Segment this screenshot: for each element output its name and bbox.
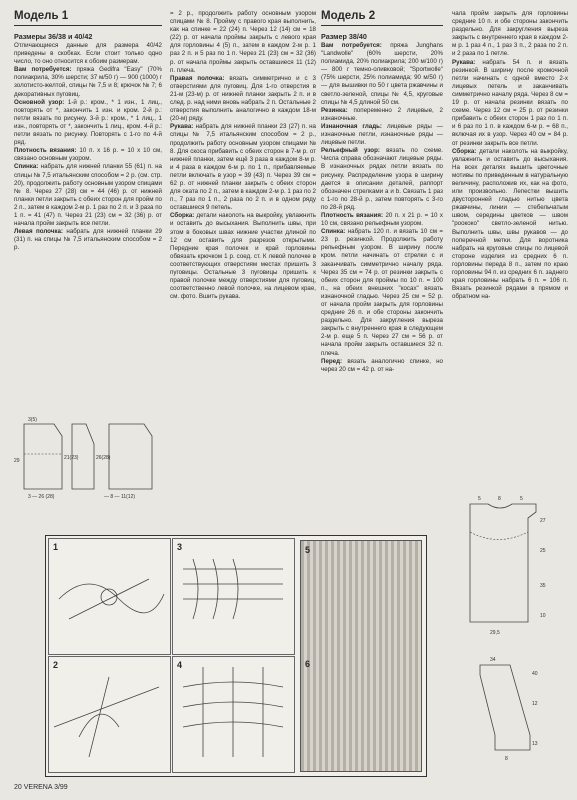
model1-back-label: Спинка: (14, 163, 39, 171)
model2-schema-a: 5 (478, 496, 481, 502)
model1-schema-side-left: 21(23) (64, 455, 79, 461)
step-3-number: 3 (177, 542, 183, 552)
knit-swatch-photos (300, 540, 422, 772)
model2-rib-text: попеременно 2 лицевые, 2 изнаночные. (321, 106, 443, 122)
model2-sizes: Размер 38/40 (321, 32, 367, 41)
model2-schema-d: 27 (540, 518, 546, 524)
step-2 (48, 656, 171, 773)
step-5-number: 5 (305, 545, 311, 555)
model2-schema-g: 10 (540, 613, 546, 619)
model1-schema-side-mid: 26(28) (96, 455, 111, 461)
model2-column (321, 10, 443, 374)
step-1 (48, 538, 171, 655)
model2-sleeve-b: 12 (532, 701, 538, 707)
model1-pattern-label: Основной узор: (14, 98, 65, 106)
model1-schema-width: 3 — 26 (28) (28, 494, 55, 500)
model2-sleeve-e: 8 (505, 756, 508, 762)
model2-front-label: Перед: (321, 357, 343, 365)
step-4 (172, 656, 295, 773)
step-6-number: 6 (305, 659, 311, 669)
model2-sleeve-schematic (470, 655, 565, 765)
col2-sleeve-label: Рукава: (170, 123, 194, 131)
col2-assembly-text: детали наколоть на выкройку, увлажнить и оставить до высыхания. Выполнить швы, при этом в боковых швах нижние участки длиной по 12 см оставить для разрезов открытыми. Передние края полочек и край горловины обвязать крючком 1 р. соед. ст. К левой полочке в соответствующих отверстиям местах пришить 3 пуговицы. Остальные 3 пуговицы пришить к правой полочке между отверстиями для пуговиц, соответственно левой полочке, на лицевом крае, см. фото. Вшить рукава. (170, 212, 316, 301)
col2-right-text: вязать симметрично и с 3 отверстиями для пуговиц. Для 1-го отверстия в 21-м (23-м) р. от нижней планки закрыть 2 п. и в след. р. над ними вновь набрать 2 п. Остальные 2 отверстия выполнить аналогично в каждом 18-м (20-м) ряду. (170, 74, 316, 123)
model2-schema-b: 8 (498, 496, 501, 502)
step-3 (172, 538, 295, 655)
model1-schema-top: 3(5) (28, 417, 37, 423)
model2-density-label: Плотность вязания: (321, 211, 384, 219)
model2-schema-e: 25 (540, 548, 546, 554)
model2-sleeve-a: 40 (532, 671, 538, 677)
step-4-number: 4 (177, 660, 183, 670)
model1-intro: Отличающиеся данные для размера 40/42 приведены в скобках. Если стоит только одно число, то оно относится к обоим размерам. (14, 42, 162, 66)
col4-sleeve-label: Рукава: (452, 58, 476, 66)
model1-materials-text: пряжа Gedifra "Easy" (70% полиакрила, 30% шерсти; 37 м/50 г) — 900 (1000) г золотисто-желтой, спицы № 7,5 и 8; крючок № 7; 6 декоративных пуговиц. (14, 66, 162, 98)
page-footer: 20 VERENA 3/99 (14, 784, 68, 791)
col2-text1: = 2 р., продолжить работу основным узором спицами № 8. Пройму с правого края выполнить, как на спинке = 22 (24) п. Через 12 (14) см = 18 (22) р. от начала проймы закрыть с левого края для горловины 4 (5) п., затем в каждом 2-м р. 1 раз 2 п. и 5 раз по 1 п. Через 21 (23) см = 32 (36) р. от начала проймы закрыть оставшиеся 11 (12) п. плеча. (170, 10, 316, 74)
model2-materials-text: пряжа Junghans "Landwolle" (60% шерсти, 20% полиамида, 20% полиакрила; 200 м/100 г) — 800 г темно-оливковой; "Sportwolle" (75% шерсти, 25% полиамида; 90 м/50 г) — для вышивки по 50 г цвета ржавчины и светло-зеленой, спицы № 4,5, круговые спицы № 4,5 длиной 50 см. (321, 42, 443, 106)
model2-front-text: вязать аналогично спинке, но через 20 см = 42 р. от на- (321, 357, 443, 373)
col4-text1: чала пройм закрыть для горловины средние 10 п. и обе стороны закончить раздельно. Для закругления выреза закрыть с внутреннего края в каждом 2-м р. 1 раз 4 п., 1 раз 3 п., 2 раза по 2 п. и 2 раза по 1 петле. (452, 10, 568, 58)
model1-left-label: Левая полочка: (14, 228, 63, 236)
model2-title: Модель 2 (321, 10, 443, 26)
model2-purl-label: Изнаночная гладь: (321, 122, 382, 130)
model1-pattern-text: 1-й р.: кром., * 1 изн., 1 лиц., повторять от *, закончить 1 изн. и кром. 2-й р.: петли вязать по рисунку. 3-й р.: кром., * 1 лиц., 1 изн., повторять от *, закончить 1 лиц., кром. 4-й р.: петли вязать по рисунку. Повторять с 1-го по 4-й ряд. (14, 98, 162, 147)
model2-relief-text: вязать по схеме. Числа справа обозначают лицевые ряды. В изнаночных рядах петли вязать по рисунку. Распределение узора в ширину дается в описании деталей, раппорт обозначен стрелками a и b. Связать 1 раз с 1-го по 28-й р., затем повторять с 3-го по 28-й ряд. (321, 147, 443, 211)
model2-materials-label: Вам потребуется: (321, 42, 382, 49)
model2-relief-label: Рельефный узор: (321, 147, 380, 155)
model2-back-text: набрать 120 п. и вязать 10 см = 23 р. резинкой. Продолжить работу рельефным узором. В ширину после кром. петли начинать от стрелки с и заканчивать симметрично началу ряда. Через 35 см = 74 р. от резинки закрыть с обеих сторон для проймы по 10 п. = 100 п., на обеих внешних "косах" вязать изнаночной гладью. Через 25 см = 52 р. от начала пройм закрыть для горловины средние 26 п. и обе стороны закончить раздельно. Для закругления выреза закрыть с внутреннего края в следующем 2-м р. еще 5 п. Через 27 см = 56 р. от начала пройм закрыть оставшиеся 32 п. плеча. (321, 228, 443, 357)
model2-column-continued (452, 10, 568, 301)
model2-density-text: 20 п. х 21 р. = 10 х 10 см, связано рельефным узором. (321, 211, 443, 228)
model2-body-schematic (458, 492, 570, 642)
model2-schema-w: 29,5 (490, 630, 500, 636)
col4-assembly-label: Сборка: (452, 147, 477, 155)
model1-schematic (14, 414, 164, 502)
col2-right-label: Правая полочка: (170, 74, 225, 82)
col4-sleeve-text: набрать 54 п. и вязать резинкой. В ширину после кромочной петли начинать с одной вместо 2-х лицевых петель и заканчивать симметрично началу ряда. Через 8 см = 19 р. от начала резинки вязать по схеме. Через 12 см = 25 р. от резинки прибавить с обеих сторон 1 раз по 1 п. и 6 раз по 1 п. в каждом 6-м р. = 68 п., включая их в узор. Через 40 см = 84 р. от резинки закрыть все петли. (452, 58, 568, 147)
model1-sizes: Размеры 36/38 и 40/42 (14, 32, 93, 41)
model2-sleeve-d: 34 (490, 657, 496, 663)
model2-sleeve-c: 13 (532, 741, 538, 747)
model1-density-text: 10 п. х 16 р. = 10 х 10 см, связано основным узором. (14, 147, 162, 163)
col4-assembly-text: детали наколоть на выкройку, увлажнить и оставить до высыхания. На всех деталях вышить цветочные мотивы по приведенным в натуральную величину, расположив их, как на фото, или произвольно. Лепестки вышить двусторонней гладью нитью цвета ржавчины, линии — стебельчатым швом, середины цветков — швом "роококо" светло-зеленой нитью. Выполнить швы, швы рукавов — до поперечной метки. Для воротника набрать на круговые спицы по лицевой стороне изделия из средних 6 п. горловины переда 8 п., затем по краю горловины 94 п. из средних 6 п. заднего края горловины набрать 6 п. = 106 п. Вязать резинкой рядами в прямом и обратном на- (452, 147, 568, 301)
model2-purl-text: лицевые ряды — изнаночные петли, изнаночные ряды — лицевые петли. (321, 122, 443, 147)
col2-sleeve-text: набрать для нижней планки 23 (27) п. на спицы № 7,5 итальянским способом = 2 р., продолжить работу основным узором спицами № 8. Для скоса прибавить с обеих сторон в 7-м р. от нижней планки, затем ещё 3 раза в каждом 8-м р. и 4 раза в каждом 6-м р. по 1 п., прибавляемые петли включать в узор = 39 (43) п. Через 39 см = 62 р. от нижней планки закрыть с обеих сторон для оката по 2 п., затем в каждом 2-м р. 1 раз по 2 п., 7 раз по 1 п., 2 раза по 2 п. и в одном ряду оставшиеся 9 петель. (170, 123, 316, 212)
step-2-number: 2 (53, 660, 59, 670)
model2-schema-c: 5 (520, 496, 523, 502)
model1-density-label: Плотность вязания: (14, 147, 77, 155)
model1-column (14, 10, 162, 252)
model1-schema-side-h: 29 (14, 458, 20, 464)
model2-schema-f: 35 (540, 583, 546, 589)
model2-rib-label: Резинка: (321, 106, 348, 114)
model1-title: Модель 1 (14, 10, 162, 26)
step-1-number: 1 (53, 542, 59, 552)
model1-materials-label: Вам потребуется: (14, 66, 72, 74)
model1-left-text: набрать для нижней планки 29 (31) п. на спицы № 7,5 итальянским способом = 2 р. (14, 228, 162, 252)
model1-column-continued (170, 10, 316, 301)
model2-back-label: Спинка: (321, 228, 346, 236)
model1-back-text: набрать для нижней планки 55 (61) п. на спицы № 7,5 итальянским способом = 2 р. (см. стр. 20), продолжить работу основным узором спицами № 8. Через 27 (28) см = 44 (46) р. от нижней планки петли закрыть с обеих сторон для пройм по 2 п., затем в каждом 2-м р. 1 раз по 2 п. и 3 раза по 1 п. = 41 (47) п. Через 21 (23) см = 32 (36) р. от начала пройм закрыть все петли. (14, 163, 162, 228)
model1-schema-width-right: — 8 — 11(12) (104, 494, 136, 500)
col2-assembly-label: Сборка: (170, 212, 195, 220)
